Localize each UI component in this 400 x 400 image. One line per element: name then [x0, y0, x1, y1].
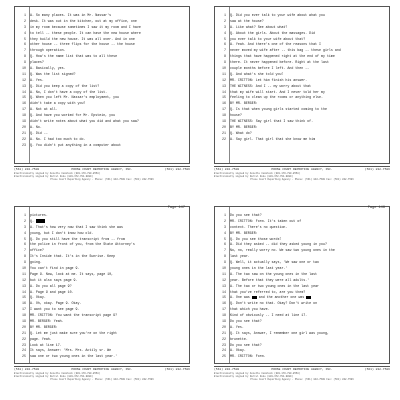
line-number: 19	[22, 119, 26, 124]
line-text: Do you see that?	[230, 319, 262, 324]
line-number: 10	[222, 66, 226, 71]
line-text: A. Say girl. That girl that she know me him	[230, 136, 316, 141]
line-text: saw one or two young ones in the last year.'	[30, 354, 118, 359]
line-text: you ever talk to your wife about that?	[230, 36, 306, 41]
line-number: 12	[22, 277, 26, 282]
line-text: Kind of obviously -- I need at line 17.	[230, 313, 308, 318]
line-number: 8	[24, 54, 26, 59]
transcript-line	[215, 137, 387, 143]
line-text: through operation.	[30, 48, 66, 53]
line-text: MR. CRITTON: Let him finish his answer.	[230, 77, 308, 82]
line-number: 23	[22, 142, 26, 147]
line-text: Q. It says, Answer, I remember one girl was young,	[230, 330, 329, 335]
line-number: 15	[222, 95, 226, 100]
line-number: 23	[222, 342, 226, 347]
line-text: BY MR. BERGER:	[30, 324, 58, 329]
line-text: A. Page 9 and page 10.	[30, 289, 74, 294]
line-number: 24	[22, 348, 26, 353]
page-frame	[214, 206, 390, 364]
line-text: Look at line 17.	[30, 342, 62, 347]
redaction-box	[252, 296, 257, 300]
transcript-lines	[15, 13, 187, 148]
line-text: MR. CRITTON: You want the transcript page 9?	[30, 313, 118, 318]
line-text: feeling to clean up the rooms or anything else.	[230, 95, 323, 100]
line-number: 17	[22, 307, 26, 312]
footer-phone: (561) 832-7500	[14, 368, 40, 371]
line-number: 4	[224, 230, 226, 235]
page-footer	[14, 166, 190, 181]
line-text: A. One was and the another one was	[230, 295, 311, 301]
redaction-box	[36, 219, 45, 223]
line-number: 4	[24, 30, 26, 35]
line-number: 2	[224, 18, 226, 23]
transcript-lines	[15, 213, 187, 360]
line-number: 20	[222, 124, 226, 129]
agency-id: Prose Court Reporting Agency - Phone: (561) 832-7500 Fax: (561) 832-7506	[250, 378, 354, 382]
line-number: 3	[24, 24, 26, 29]
line-number: 3	[24, 224, 26, 229]
line-number: 19	[22, 319, 26, 324]
line-text: It's Inside that. It's in the Sunrise. Keep	[30, 254, 116, 259]
line-text: desk. It was out in the kitchen, out at my office, one	[30, 18, 137, 23]
line-number: 13	[222, 83, 226, 88]
line-text: the police in front of you, from the State Attorney's	[30, 242, 135, 247]
line-number: 25	[222, 354, 226, 359]
line-text: to tell -- these people. It can have the new house where	[30, 30, 141, 35]
line-number: 10	[22, 266, 26, 271]
transcript-line	[15, 354, 187, 360]
line-number: 21	[22, 130, 26, 135]
line-number: 3	[224, 224, 226, 229]
line-text: A. Not at all.	[30, 107, 58, 112]
line-text: Q. How's the name list that was to all these	[30, 54, 118, 59]
signature-note: Electronically signed by Annette Comstock (001-170-780-8558) Electronically signed by Darrel Duke (801-372-791-9089)	[214, 172, 301, 179]
line-text: Q. Did --	[30, 130, 48, 135]
line-text: Q. Did you ever talk to your wife about what you	[230, 13, 325, 17]
line-text: A. Yes.	[230, 324, 244, 329]
line-number: 12	[222, 77, 226, 82]
line-text: in my room because sometimes I saw it my room and I have	[30, 24, 141, 29]
line-text: year. Before that they were all adults.'	[230, 277, 310, 282]
line-number: 1	[224, 213, 226, 217]
line-number: 9	[24, 260, 26, 265]
agency-id: Prose Court Reporting Agency - Phone: (561) 832-7500 Fax: (561) 832-7506	[50, 378, 154, 382]
line-text: Q. And have you worked for Mr. Epstein, you	[30, 113, 116, 118]
line-text: never moved my wife after -- this bag -- these girls and	[230, 48, 341, 53]
line-number: 15	[22, 295, 26, 300]
line-number: 24	[222, 348, 226, 353]
line-text: didn't take a copy with you?	[30, 101, 86, 106]
line-number: 12	[222, 277, 226, 282]
line-number: 21	[222, 130, 226, 135]
line-text: other house -- three flips for the house -- the house	[30, 42, 135, 47]
line-number: 9	[224, 60, 226, 65]
footer-agency: PROSE COURT REPORTING AGENCY, INC.	[271, 168, 333, 171]
line-number: 14	[22, 289, 26, 294]
transcript-page-4	[206, 200, 394, 388]
line-text: You can't find in page 9.	[30, 266, 80, 271]
line-text: they build the new house. It was all over. And in one	[30, 36, 135, 41]
page-frame	[14, 206, 190, 364]
line-number: 6	[24, 242, 26, 247]
line-text: that which you have.	[230, 307, 270, 312]
line-text: that my wife will start. And I never told her my	[230, 89, 325, 94]
line-text: No, no, really worry no. We saw two young ones in the	[230, 248, 335, 253]
line-number: 8	[224, 254, 226, 259]
line-number: 21	[22, 330, 26, 335]
line-number: 7	[24, 48, 26, 53]
line-number: 6	[224, 242, 226, 247]
footer-phone: (561) 832-7500	[214, 368, 240, 371]
line-number: 14	[222, 289, 226, 294]
line-number: 16	[222, 301, 226, 306]
line-number: 20	[222, 324, 226, 329]
line-text: Q. Let me just make sure you're on the right	[30, 330, 118, 335]
line-number: 22	[22, 336, 26, 341]
line-text: THE WITNESS: Say girl that I saw think of.	[230, 119, 314, 124]
line-text: page. Yeah.	[30, 336, 52, 341]
line-text: there. It never happened before. Right at the last	[230, 60, 329, 65]
transcript-page-1	[6, 0, 194, 188]
page-number: Page 147	[167, 206, 185, 210]
line-text: context. There's no question.	[230, 224, 288, 229]
footer-fax: (561) 832-7506	[364, 168, 390, 171]
line-number: 11	[22, 71, 26, 76]
line-text: Q. What do?	[230, 130, 252, 135]
footer-fax: (561) 832-7506	[164, 168, 190, 171]
line-number: 15	[22, 95, 26, 100]
transcript-page-2	[206, 0, 394, 188]
line-text: BY MR. BERGER:	[230, 101, 258, 106]
line-text: A. Yes.	[30, 77, 44, 82]
page-footer	[14, 366, 190, 381]
line-number: 1	[24, 13, 26, 17]
line-number: 11	[222, 71, 226, 76]
line-text: Q.	[30, 219, 45, 225]
line-number: 20	[22, 124, 26, 129]
line-text: BY MR. BERGER:	[230, 124, 258, 129]
line-number: 18	[22, 113, 26, 118]
line-number: 22	[222, 336, 226, 341]
line-number: 17	[222, 107, 226, 112]
line-text: A. Oh, okay. Page 9. Okay.	[30, 301, 82, 306]
line-number: 16	[222, 101, 226, 106]
signature-note: Electronically signed by Annette Comstock (001-170-780-8558) Electronically signed by Darrel Duke (801-372-791-9089)	[14, 372, 101, 379]
line-number: 15	[222, 295, 226, 300]
footer-agency: PROSE COURT REPORTING AGENCY, INC.	[271, 368, 333, 371]
agency-id: Prose Court Reporting Agency - Phone: (561) 832-7500 Fax: (561) 832-7506	[250, 178, 354, 182]
line-text: Q. Don't write no that. Okay? Don't write on	[230, 301, 318, 306]
line-number: 8	[224, 54, 226, 59]
line-number: 9	[224, 260, 226, 265]
line-number: 2	[24, 218, 26, 223]
line-text: BY MR. BERGER:	[230, 230, 258, 235]
line-text: saw at the house?	[230, 18, 264, 23]
line-number: 6	[24, 42, 26, 47]
line-number: 9	[24, 60, 26, 65]
line-text: THE WITNESS: And I -- my worry about that	[230, 83, 312, 88]
line-number: 19	[222, 319, 226, 324]
line-text: A. Like what? See about what?	[230, 24, 288, 29]
line-number: 20	[22, 324, 26, 329]
page-footer	[214, 366, 390, 381]
line-text: Q. Was the list signed?	[30, 71, 76, 76]
line-number: 22	[222, 136, 226, 141]
line-text: couple months before I left. And then --	[230, 66, 310, 71]
line-text: Do you see that?	[230, 213, 262, 217]
line-text: A. Do you all page 9?	[30, 283, 72, 288]
line-number: 13	[22, 283, 26, 288]
line-number: 16	[22, 301, 26, 306]
line-text: Q. About the girls. About the massages. Did	[230, 30, 316, 35]
line-text: MR. CRITTON: Form.	[230, 354, 266, 359]
footer-fax: (561) 832-7506	[364, 368, 390, 371]
line-text: Q. Is that when young girls started coming to the	[230, 107, 327, 112]
line-number: 19	[222, 119, 226, 124]
line-text: going.	[30, 260, 42, 265]
transcript-line	[15, 143, 187, 149]
line-text: A. So many places. It was in Mr. Nassar's	[30, 13, 112, 17]
line-text: A. The two or two young ones in the last year	[230, 283, 320, 288]
line-text: A. The two saw on the young ones in the last	[230, 271, 318, 276]
line-number: 2	[224, 218, 226, 223]
line-number: 7	[224, 48, 226, 53]
line-text: didn't write notes about what you did and what you saw?	[30, 119, 139, 124]
line-number: 17	[222, 307, 226, 312]
line-number: 18	[22, 313, 26, 318]
line-text: Q. Do you still have the transcript from -- from	[30, 236, 125, 241]
line-number: 16	[22, 101, 26, 106]
line-text: things that have happened right at the end of my time	[230, 54, 335, 59]
line-text: Q. Did you keep a copy of the list?	[30, 83, 100, 88]
line-number: 13	[222, 283, 226, 288]
line-text: Q. When you left Mr. Nassar's employment, you	[30, 95, 120, 100]
line-number: 18	[222, 313, 226, 318]
line-text: A. No. I had too much to do.	[30, 136, 86, 141]
line-number: 17	[22, 107, 26, 112]
transcript-line	[215, 354, 387, 360]
line-number: 11	[222, 271, 226, 276]
footer-agency: PROSE COURT REPORTING AGENCY, INC.	[71, 368, 133, 371]
line-number: 4	[224, 30, 226, 35]
line-text: office?	[30, 248, 44, 253]
line-number: 22	[22, 136, 26, 141]
line-text: Q. And what's she told you?	[230, 71, 284, 76]
line-text: Do you see that?	[230, 342, 262, 347]
line-text: A. No.	[30, 124, 42, 129]
line-text: A. Yeah. And there's one of the reasons that I	[230, 42, 322, 47]
line-text: MR. BERGER: Yeah.	[30, 319, 64, 324]
line-text: last year.	[230, 254, 250, 259]
line-text: places?	[30, 60, 44, 65]
line-number: 5	[224, 236, 226, 241]
line-text: A. Basically, yes.	[30, 66, 66, 71]
line-text: that you've referred to, are you them?	[230, 289, 306, 294]
line-text: A. That's how very now that I saw think she was	[30, 224, 123, 229]
line-number: 5	[224, 36, 226, 41]
line-number: 23	[22, 342, 26, 347]
line-number: 18	[222, 113, 226, 118]
footer-phone: (561) 832-7500	[14, 168, 40, 171]
line-text: pictures.	[30, 213, 48, 217]
footer-agency: PROSE COURT REPORTING AGENCY, INC.	[71, 168, 133, 171]
line-number: 8	[24, 254, 26, 259]
transcript-lines	[215, 13, 387, 143]
line-number: 6	[224, 42, 226, 47]
page-frame	[214, 6, 390, 164]
line-text: young, but I don't know how old.	[30, 230, 94, 235]
line-text: young ones in the last year.'	[230, 266, 288, 271]
line-number: 5	[24, 36, 26, 41]
line-text: It says, Answer: 'Mrs. Mrs. Actily sr. We	[30, 348, 112, 353]
line-number: 25	[22, 354, 26, 359]
page-footer	[214, 166, 390, 181]
line-number: 2	[24, 18, 26, 23]
line-number: 5	[24, 236, 26, 241]
line-number: 1	[24, 213, 26, 217]
line-text: A. No, I don't have a copy of the list.	[30, 89, 108, 94]
line-number: 7	[224, 248, 226, 253]
line-number: 4	[24, 230, 26, 235]
line-text: brunette.	[230, 336, 248, 341]
footer-phone: (561) 832-7500	[214, 168, 240, 171]
line-number: 7	[24, 248, 26, 253]
line-text: but it also says page 9.	[30, 277, 78, 282]
line-number: 14	[22, 89, 26, 94]
line-number: 14	[222, 89, 226, 94]
line-text: Page 9. Now, look at me. It says, page 10,	[30, 271, 114, 276]
transcript-lines	[215, 213, 387, 360]
line-text: A. Okay.	[230, 348, 246, 353]
footer-fax: (561) 832-7506	[164, 368, 190, 371]
redaction-box	[306, 296, 311, 300]
line-number: 10	[222, 266, 226, 271]
line-number: 12	[22, 77, 26, 82]
line-text: house?	[230, 113, 242, 118]
line-text: A. Did they asked -- did they asked young in you?	[230, 242, 327, 247]
line-text: Q. Okay.	[30, 295, 46, 300]
line-number: 11	[22, 271, 26, 276]
line-text: Q. You didn't put anything in a computer about	[30, 142, 122, 147]
line-text: Q. Well, it actually says, 'We saw one or two	[230, 260, 320, 265]
line-number: 13	[22, 83, 26, 88]
page-number: Page 148	[367, 206, 385, 210]
line-number: 10	[22, 66, 26, 71]
line-text: Q. Do you see those words?	[230, 236, 282, 241]
signature-note: Electronically signed by Annette Comstock (001-170-780-8558) Electronically signed by Darrel Duke (801-372-791-9089)	[14, 172, 101, 179]
agency-id: Prose Court Reporting Agency - Phone: (561) 832-7500 Fax: (561) 832-7506	[50, 178, 154, 182]
page-frame	[14, 6, 190, 164]
line-text: I want you to see page 9.	[30, 307, 80, 312]
signature-note: Electronically signed by Annette Comstock (001-170-780-8558) Electronically signed by Darrel Duke (801-372-791-9089)	[214, 372, 301, 379]
line-number: 3	[224, 24, 226, 29]
transcript-page-3	[6, 200, 194, 388]
line-number: 1	[224, 13, 226, 17]
line-number: 21	[222, 330, 226, 335]
line-text: MR. CRITTON: Form. It's taken out of	[230, 218, 302, 223]
